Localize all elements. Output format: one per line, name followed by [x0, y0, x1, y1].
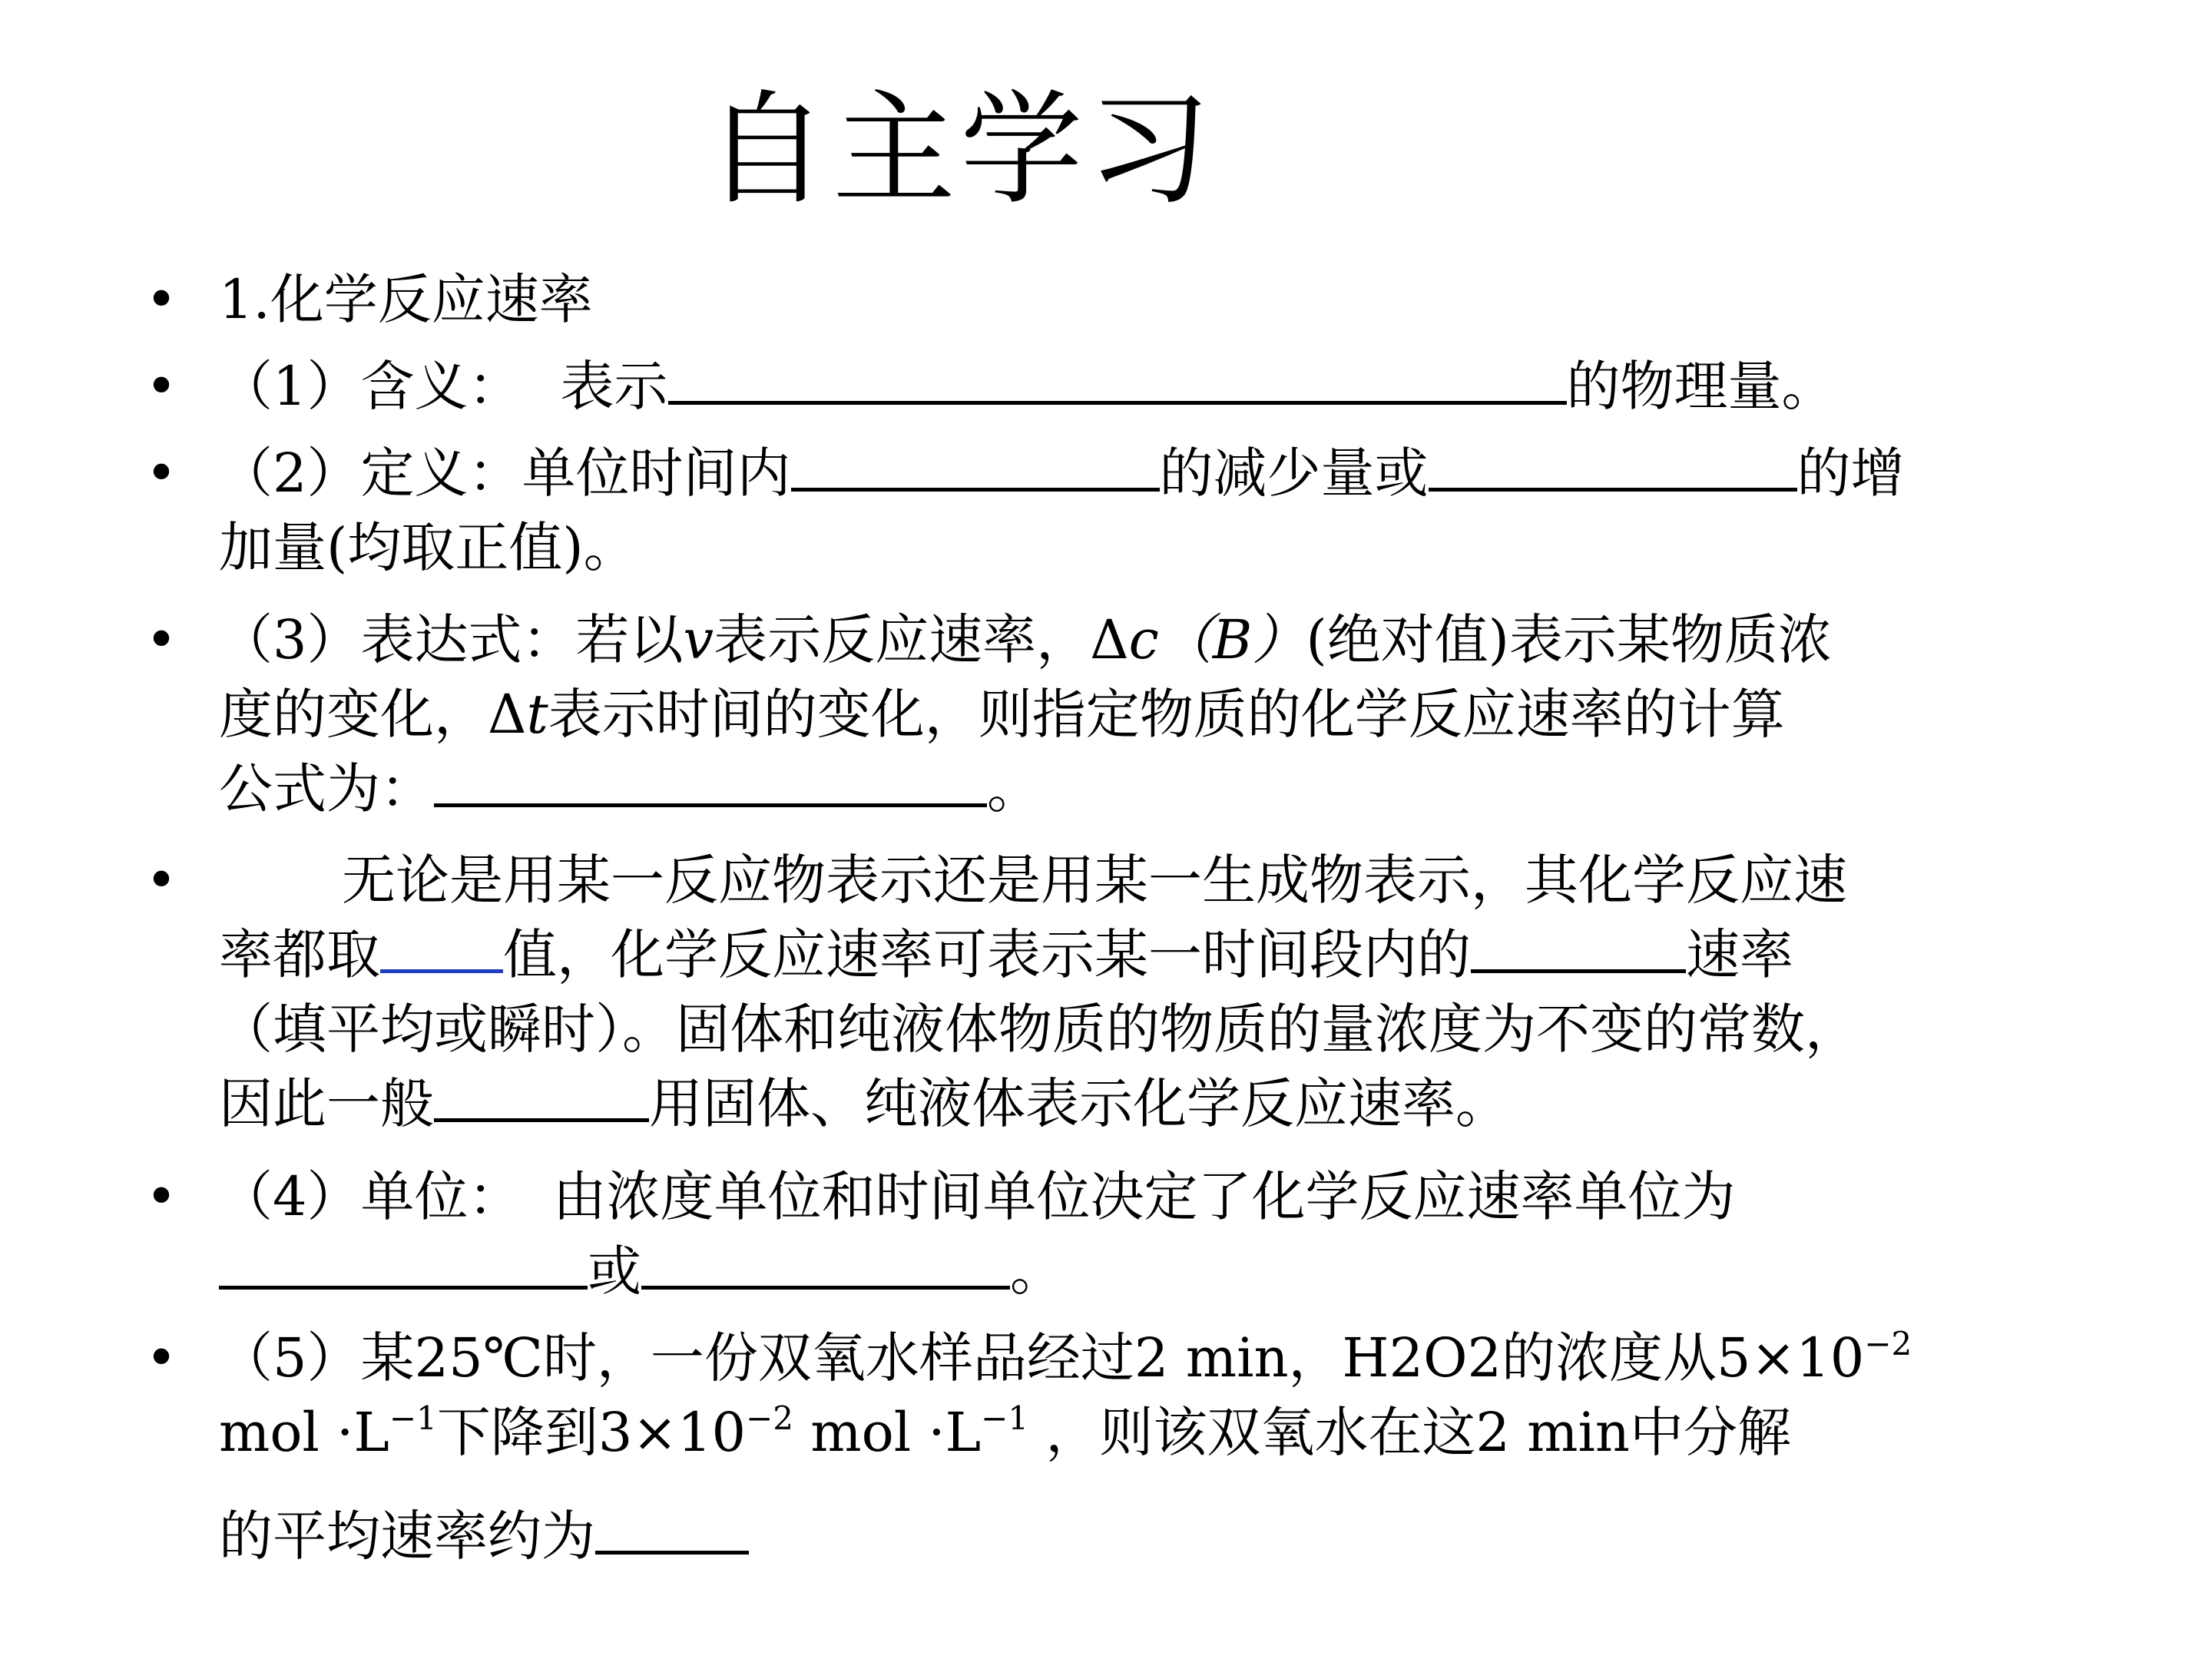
bullet-icon: •: [145, 355, 177, 418]
expression-text: （3）表达式：若以: [219, 608, 684, 671]
exponent: −1: [981, 1399, 1029, 1437]
symbol-c-b: c（B）: [1128, 608, 1306, 671]
bullet-icon: •: [145, 442, 177, 505]
bullet-icon: •: [145, 1165, 177, 1228]
unit-text: 由浓度单位和时间单位决定了化学反应速率单位为: [552, 1165, 1736, 1228]
definition-suffix: 的增: [1796, 442, 1905, 505]
definition-line2: 加量(均取正值)。: [219, 516, 637, 579]
note-text: （填平均或瞬时）。固体和纯液体物质的物质的量浓度为不变的常数，: [219, 998, 1859, 1061]
symbol-t: t: [526, 683, 548, 746]
note-text: 无论是用某一反应物表示还是用某一生成物表示，其化学反应速: [342, 849, 1847, 912]
expression-text: 表示时间的变化，则指定物质的化学反应速率的计算: [548, 683, 1785, 746]
bullet-icon: •: [145, 268, 177, 331]
example-text: mol ·L: [793, 1401, 982, 1464]
exponent: −1: [389, 1399, 437, 1437]
blank-unit-2: [641, 1238, 1010, 1290]
expression-text: (绝对值)表示某物质浓: [1306, 608, 1832, 671]
meaning-label: （1）含义：: [219, 355, 522, 418]
definition-mid: 的减少量或: [1159, 442, 1429, 505]
note-text: 因此一般: [219, 1072, 434, 1135]
blank-meaning: [668, 353, 1567, 405]
unit-label: （4）单位：: [219, 1165, 522, 1228]
meaning-suffix: 的物理量。: [1566, 355, 1836, 418]
expression-text: 度的变化，Δ: [219, 683, 527, 746]
unit-end: 。: [1010, 1240, 1064, 1303]
expression-text: 表示反应速率，Δ: [714, 608, 1129, 671]
example-text: （5）某25℃时，一份双氧水样品经过2 min，H2O2的浓度从5×10: [219, 1326, 1865, 1389]
example-text: 的平均速率约为: [219, 1505, 595, 1568]
blank-reactant: [791, 440, 1160, 492]
expression-end: 。: [987, 757, 1041, 820]
slide-title: 自主学习: [704, 78, 1215, 221]
blank-product: [1429, 440, 1797, 492]
exponent: −2: [746, 1399, 794, 1437]
exponent: −2: [1864, 1325, 1912, 1363]
example-text: 下降到3×10: [436, 1401, 747, 1464]
example-text: mol ·L: [219, 1401, 389, 1464]
note-text: 用固体、纯液体表示化学反应速率。: [649, 1072, 1509, 1135]
blank-average-rate: [595, 1503, 749, 1555]
unit-or: 或: [588, 1240, 641, 1303]
note-text: 速率: [1686, 923, 1793, 986]
definition-prefix: （2）定义：单位时间内: [219, 442, 791, 505]
blank-formula: [434, 756, 987, 807]
note-text: 值，化学反应速率可表示某一时间段内的: [503, 923, 1471, 986]
blank-usage: [434, 1071, 649, 1122]
expression-text: 公式为：: [219, 757, 434, 820]
blank-unit-1: [219, 1238, 588, 1290]
section-heading: 1.化学反应速率: [219, 268, 593, 331]
example-text: ，则该双氧水在这2 min中分解: [1028, 1401, 1791, 1464]
blank-rate-type: [1471, 922, 1686, 973]
meaning-lead: 表示: [560, 355, 668, 418]
blank-sign: [380, 922, 503, 973]
bullet-icon: •: [145, 608, 177, 671]
bullet-icon: •: [145, 1326, 177, 1389]
symbol-v: v: [683, 608, 714, 671]
note-text: 率都取: [219, 923, 380, 986]
bullet-icon: •: [145, 849, 177, 912]
